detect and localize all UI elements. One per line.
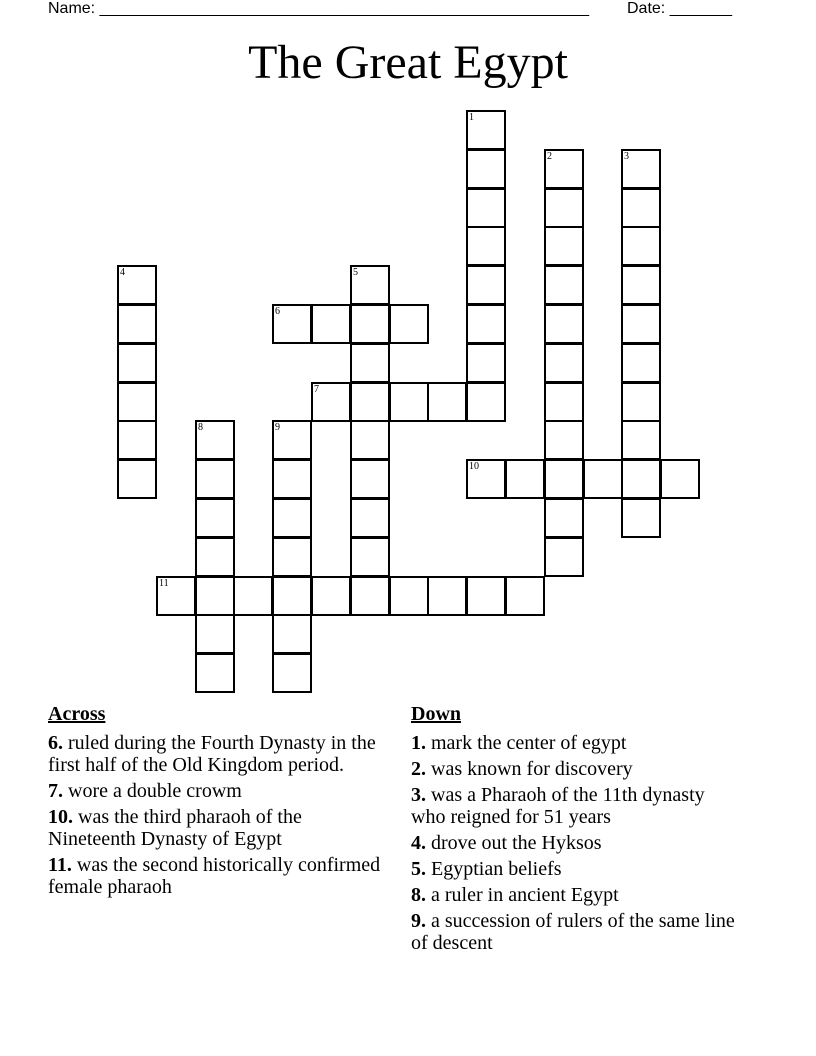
clue-down-8: 8. a ruler in ancient Egypt (411, 884, 619, 906)
grid-cell[interactable] (233, 576, 273, 616)
grid-cell[interactable] (195, 653, 235, 693)
grid-cell[interactable] (389, 576, 429, 616)
grid-cell[interactable] (505, 459, 545, 499)
grid-cell[interactable] (272, 653, 312, 693)
down-clues (411, 703, 741, 958)
grid-cell[interactable] (117, 382, 157, 422)
name-field[interactable]: Name: _______________________________________________________ (48, 0, 589, 17)
across-clues (48, 703, 388, 902)
clue-across-6: 6. ruled during the Fourth Dynasty in the first half of the Old Kingdom period. (48, 732, 376, 776)
grid-cell[interactable] (544, 459, 584, 499)
grid-cell[interactable] (311, 382, 351, 422)
clue-across-7: 7. wore a double crowm (48, 780, 242, 802)
grid-cell[interactable] (466, 343, 506, 383)
grid-cell[interactable] (621, 459, 661, 499)
grid-cell[interactable] (621, 420, 661, 460)
grid-cell[interactable] (544, 226, 584, 266)
clue-number: 1 (469, 112, 474, 123)
grid-cell[interactable] (195, 537, 235, 577)
grid-cell[interactable] (505, 576, 545, 616)
grid-cell[interactable] (350, 343, 390, 383)
grid-cell[interactable] (195, 420, 235, 460)
grid-cell[interactable] (350, 382, 390, 422)
grid-cell[interactable] (272, 420, 312, 460)
clue-across-11: 11. was the second historically confirmed female pharaoh (48, 854, 381, 898)
grid-cell[interactable] (156, 576, 196, 616)
clue-down-2: 2. was known for discovery (411, 758, 633, 780)
grid-cell[interactable] (544, 537, 584, 577)
clue-down-4: 4. drove out the Hyksos (411, 832, 602, 854)
grid-cell[interactable] (466, 110, 506, 150)
down-heading: Down (411, 703, 462, 725)
clue-number: 2 (547, 151, 552, 162)
grid-cell[interactable] (272, 304, 312, 344)
clue-number: 3 (624, 151, 629, 162)
clue-number: 11 (159, 578, 169, 589)
clue-number: 9 (275, 422, 280, 433)
grid-cell[interactable] (466, 304, 506, 344)
grid-cell[interactable] (466, 188, 506, 228)
grid-cell[interactable] (311, 304, 351, 344)
grid-cell[interactable] (427, 576, 467, 616)
grid-cell[interactable] (466, 459, 506, 499)
grid-cell[interactable] (660, 459, 700, 499)
grid-cell[interactable] (117, 304, 157, 344)
clue-number: 4 (120, 267, 125, 278)
grid-cell[interactable] (350, 304, 390, 344)
grid-cell[interactable] (466, 382, 506, 422)
grid-cell[interactable] (544, 149, 584, 189)
grid-cell[interactable] (117, 420, 157, 460)
grid-cell[interactable] (621, 226, 661, 266)
grid-cell[interactable] (466, 265, 506, 305)
clue-down-3: 3. was a Pharaoh of the 11th dynasty who reigned for 51 years (411, 784, 705, 828)
grid-cell[interactable] (544, 498, 584, 538)
clue-down-9: 9. a succession of rulers of the same line of descent (411, 910, 735, 954)
grid-cell[interactable] (350, 576, 390, 616)
grid-cell[interactable] (544, 343, 584, 383)
grid-cell[interactable] (272, 459, 312, 499)
grid-cell[interactable] (272, 537, 312, 577)
grid-cell[interactable] (311, 576, 351, 616)
grid-cell[interactable] (621, 149, 661, 189)
grid-cell[interactable] (544, 382, 584, 422)
grid-cell[interactable] (117, 343, 157, 383)
grid-cell[interactable] (389, 304, 429, 344)
clue-number: 8 (198, 422, 203, 433)
grid-cell[interactable] (621, 498, 661, 538)
grid-cell[interactable] (389, 382, 429, 422)
grid-cell[interactable] (350, 459, 390, 499)
grid-cell[interactable] (466, 226, 506, 266)
grid-cell[interactable] (272, 498, 312, 538)
grid-cell[interactable] (350, 420, 390, 460)
grid-cell[interactable] (117, 265, 157, 305)
page-title: The Great Egypt (248, 36, 568, 89)
grid-cell[interactable] (350, 498, 390, 538)
grid-cell[interactable] (272, 576, 312, 616)
grid-cell[interactable] (544, 265, 584, 305)
clue-number: 5 (353, 267, 358, 278)
clue-number: 7 (314, 384, 319, 395)
clue-number: 6 (275, 306, 280, 317)
grid-cell[interactable] (621, 304, 661, 344)
grid-cell[interactable] (621, 188, 661, 228)
grid-cell[interactable] (544, 304, 584, 344)
grid-cell[interactable] (195, 614, 235, 654)
grid-cell[interactable] (350, 265, 390, 305)
grid-cell[interactable] (350, 537, 390, 577)
clue-across-10: 10. was the third pharaoh of the Nineteenth Dynasty of Egypt (48, 806, 302, 850)
clue-number: 10 (469, 461, 479, 472)
grid-cell[interactable] (544, 188, 584, 228)
grid-cell[interactable] (466, 576, 506, 616)
grid-cell[interactable] (272, 614, 312, 654)
grid-cell[interactable] (621, 343, 661, 383)
grid-cell[interactable] (195, 498, 235, 538)
grid-cell[interactable] (621, 265, 661, 305)
grid-cell[interactable] (544, 420, 584, 460)
grid-cell[interactable] (117, 459, 157, 499)
clue-down-5: 5. Egyptian beliefs (411, 858, 562, 880)
grid-cell[interactable] (427, 382, 467, 422)
clue-down-1: 1. mark the center of egypt (411, 732, 627, 754)
date-field[interactable]: Date: _______ (627, 0, 732, 17)
grid-cell[interactable] (583, 459, 623, 499)
across-heading: Across (48, 703, 106, 725)
grid-cell[interactable] (466, 149, 506, 189)
grid-cell[interactable] (195, 459, 235, 499)
grid-cell[interactable] (621, 382, 661, 422)
header (0, 0, 816, 20)
grid-cell[interactable] (195, 576, 235, 616)
